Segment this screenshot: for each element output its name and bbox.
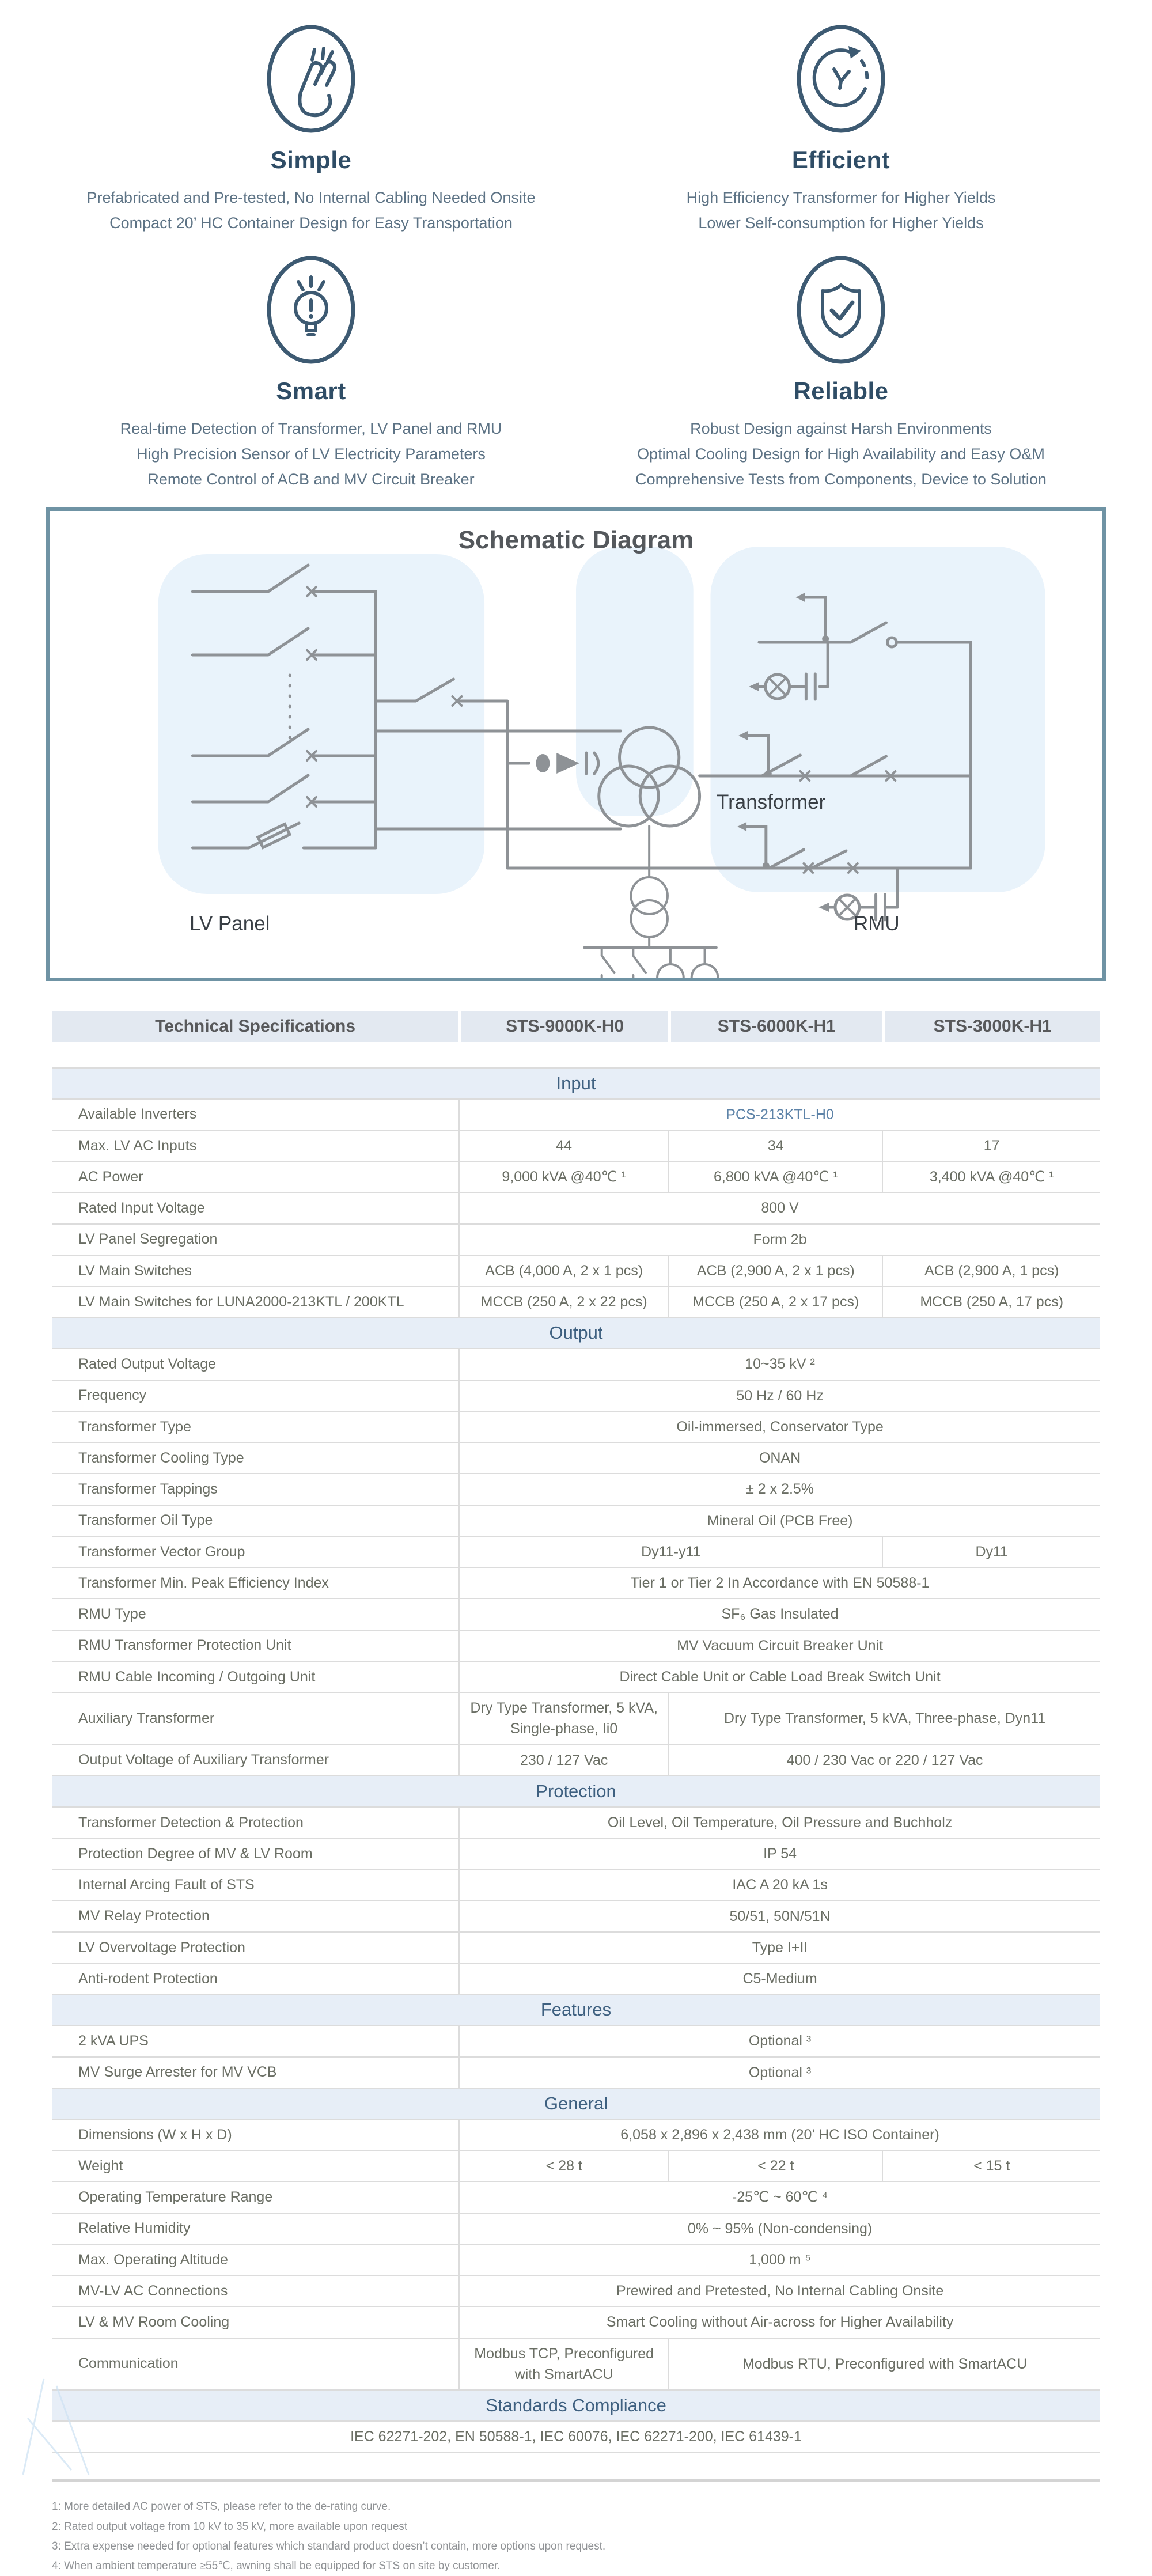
spec-label: LV Main Switches bbox=[78, 1262, 192, 1279]
table-row bbox=[52, 1192, 1100, 1223]
spec-value: IP 54 bbox=[458, 1839, 1100, 1869]
snap-icon bbox=[265, 24, 357, 134]
feature-description bbox=[593, 185, 1089, 236]
spec-value: Modbus RTU, Preconfigured with SmartACU bbox=[668, 2339, 1100, 2390]
feature-description bbox=[63, 185, 559, 236]
schematic-diagram bbox=[46, 507, 1106, 981]
table-row bbox=[52, 1348, 1100, 1379]
feature-efficient bbox=[593, 24, 1089, 236]
feature-grid bbox=[0, 0, 1152, 493]
section-header-output: Output bbox=[52, 1317, 1100, 1348]
schematic-title: Schematic Diagram bbox=[458, 525, 694, 554]
feature-line: Remote Control of ACB and MV Circuit Breaker bbox=[147, 470, 475, 488]
clock-arrow-icon bbox=[795, 24, 887, 134]
table-row bbox=[52, 1744, 1100, 1775]
spec-value: Dry Type Transformer, 5 kVA, Three-phase, Dyn11 bbox=[668, 1693, 1100, 1744]
spec-label: Transformer Tappings bbox=[78, 1481, 218, 1498]
feature-line: High Efficiency Transformer for Higher Yields bbox=[686, 189, 996, 206]
header-model-1: STS-9000K-H0 bbox=[458, 1011, 668, 1042]
spec-value: 50 Hz / 60 Hz bbox=[458, 1381, 1100, 1411]
spec-value: Type I+II bbox=[458, 1933, 1100, 1963]
spec-label: Rated Input Voltage bbox=[78, 1200, 205, 1217]
table-row bbox=[52, 1598, 1100, 1629]
spec-value: SF₆ Gas Insulated bbox=[458, 1599, 1100, 1629]
spec-label: Max. Operating Altitude bbox=[78, 2251, 228, 2268]
table-row bbox=[52, 1380, 1100, 1411]
header-title: Technical Specifications bbox=[155, 1016, 356, 1036]
table-row bbox=[52, 2306, 1100, 2337]
table-row bbox=[52, 1536, 1100, 1567]
spec-value: 400 / 230 Vac or 220 / 127 Vac bbox=[668, 1745, 1100, 1775]
spec-value: PCS-213KTL-H0 bbox=[458, 1100, 1100, 1130]
spec-label: RMU Transformer Protection Unit bbox=[78, 1637, 291, 1654]
spec-label: LV Panel Segregation bbox=[78, 1231, 218, 1248]
spec-label: Transformer Oil Type bbox=[78, 1512, 213, 1529]
spec-value: C5-Medium bbox=[458, 1964, 1100, 1994]
spec-value: 50/51, 50N/51N bbox=[458, 1901, 1100, 1931]
section-header-features: Features bbox=[52, 1994, 1100, 2025]
spec-value: Dry Type Transformer, 5 kVA, Single-phase, Ii0 bbox=[458, 1693, 668, 1744]
spec-label: Protection Degree of MV & LV Room bbox=[78, 1845, 313, 1862]
spec-value: Direct Cable Unit or Cable Load Break Switch Unit bbox=[458, 1662, 1100, 1692]
spec-value: Tier 1 or Tier 2 In Accordance with EN 50588-1 bbox=[458, 1568, 1100, 1598]
feature-line: High Precision Sensor of LV Electricity Parameters bbox=[137, 445, 486, 463]
spec-value: MCCB (250 A, 2 x 22 pcs) bbox=[458, 1287, 668, 1317]
spec-label: MV-LV AC Connections bbox=[78, 2282, 228, 2299]
table-row bbox=[52, 1869, 1100, 1900]
table-row bbox=[52, 1411, 1100, 1442]
spec-label: Transformer Min. Peak Efficiency Index bbox=[78, 1574, 329, 1591]
spec-value: MCCB (250 A, 17 pcs) bbox=[882, 1287, 1100, 1317]
spec-label: Internal Arcing Fault of STS bbox=[78, 1877, 255, 1893]
table-row bbox=[52, 1473, 1100, 1504]
table-row bbox=[52, 1963, 1100, 1994]
shield-check-icon bbox=[795, 255, 887, 365]
table-row bbox=[52, 1098, 1100, 1130]
feature-simple bbox=[63, 24, 559, 236]
spec-label: Communication bbox=[78, 2355, 179, 2372]
spec-label: Max. LV AC Inputs bbox=[78, 1137, 197, 1154]
spec-label: LV Main Switches for LUNA2000-213KTL / 200KTL bbox=[78, 1293, 404, 1310]
spec-value: Prewired and Pretested, No Internal Cabling Onsite bbox=[458, 2276, 1100, 2306]
table-row bbox=[52, 2420, 1100, 2452]
spec-value: Modbus TCP, Preconfigured with SmartACU bbox=[458, 2339, 668, 2390]
section-header-general: General bbox=[52, 2088, 1100, 2119]
spec-value: < 22 t bbox=[668, 2151, 882, 2181]
spec-value: Form 2b bbox=[458, 1225, 1100, 1255]
feature-line: Compact 20’ HC Container Design for Easy Transportation bbox=[109, 214, 513, 232]
table-row bbox=[52, 2119, 1100, 2150]
table-row bbox=[52, 1931, 1100, 1963]
table-row bbox=[52, 2275, 1100, 2306]
table-row bbox=[52, 1286, 1100, 1317]
spec-label: RMU Type bbox=[78, 1606, 146, 1623]
header-model-3: STS-3000K-H1 bbox=[882, 1011, 1100, 1042]
spec-label: MV Surge Arrester for MV VCB bbox=[78, 2064, 277, 2081]
spec-label: Dimensions (W x H x D) bbox=[78, 2126, 232, 2143]
section-header-protection: Protection bbox=[52, 1775, 1100, 1806]
table-row bbox=[52, 2213, 1100, 2244]
footnotes bbox=[52, 2479, 1100, 2576]
footnote-2: 2: Rated output voltage from 10 kV to 35 kV, more available upon request bbox=[52, 2520, 408, 2533]
spec-label: Rated Output Voltage bbox=[78, 1356, 217, 1373]
spec-label: Operating Temperature Range bbox=[78, 2189, 273, 2206]
rmu-label: RMU bbox=[854, 912, 900, 935]
table-row bbox=[52, 1692, 1100, 1744]
feature-reliable bbox=[593, 255, 1089, 492]
spec-value: ACB (2,900 A, 2 x 1 pcs) bbox=[668, 1256, 882, 1286]
table-row bbox=[52, 2338, 1100, 2390]
spec-value: MV Vacuum Circuit Breaker Unit bbox=[458, 1631, 1100, 1661]
table-row bbox=[52, 1806, 1100, 1838]
section-header-standards-compliance: Standards Compliance bbox=[52, 2389, 1100, 2420]
spec-value: 6,058 x 2,896 x 2,438 mm (20’ HC ISO Container) bbox=[458, 2120, 1100, 2150]
table-row bbox=[52, 1567, 1100, 1598]
spec-value: -25℃ ~ 60℃ ⁴ bbox=[458, 2182, 1100, 2212]
spec-label: RMU Cable Incoming / Outgoing Unit bbox=[78, 1668, 316, 1685]
lv-panel-label: LV Panel bbox=[190, 912, 270, 935]
spec-label: LV & MV Room Cooling bbox=[78, 2314, 230, 2331]
table-row bbox=[52, 1223, 1100, 1255]
table-row bbox=[52, 1255, 1100, 1286]
spec-value: Oil-immersed, Conservator Type bbox=[458, 1412, 1100, 1442]
spec-value: IAC A 20 kA 1s bbox=[458, 1870, 1100, 1900]
spec-value: ± 2 x 2.5% bbox=[458, 1474, 1100, 1504]
table-row bbox=[52, 1130, 1100, 1161]
footnote-4: 4: When ambient temperature ≥55℃, awning shall be equipped for STS on site by customer. bbox=[52, 2559, 501, 2572]
spec-value: 0% ~ 95% (Non-condensing) bbox=[458, 2214, 1100, 2244]
spec-label: Auxiliary Transformer bbox=[78, 1710, 215, 1726]
table-row bbox=[52, 2150, 1100, 2181]
spec-label: Relative Humidity bbox=[78, 2220, 191, 2237]
spec-value: 9,000 kVA @40℃ ¹ bbox=[458, 1162, 668, 1192]
spec-value: 6,800 kVA @40℃ ¹ bbox=[668, 1162, 882, 1192]
spec-label: MV Relay Protection bbox=[78, 1908, 210, 1925]
feature-title: Efficient bbox=[791, 146, 890, 173]
header-model-2: STS-6000K-H1 bbox=[668, 1011, 882, 1042]
feature-title: Reliable bbox=[793, 377, 889, 405]
spec-value: ONAN bbox=[458, 1443, 1100, 1473]
feature-line: Optimal Cooling Design for High Availability and Easy O&M bbox=[637, 445, 1045, 463]
spec-value: Dy11 bbox=[882, 1537, 1100, 1567]
table-row bbox=[52, 1900, 1100, 1931]
spec-label: AC Power bbox=[78, 1168, 143, 1185]
table-row bbox=[52, 1161, 1100, 1192]
spec-value: 800 V bbox=[458, 1193, 1100, 1223]
spec-value: IEC 62271-202, EN 50588-1, IEC 60076, IEC 62271-200, IEC 61439-1 bbox=[350, 2429, 802, 2445]
spec-label: 2 kVA UPS bbox=[78, 2033, 149, 2050]
feature-line: Comprehensive Tests from Components, Device to Solution bbox=[635, 470, 1047, 488]
table-row bbox=[52, 2181, 1100, 2212]
spec-value: 34 bbox=[668, 1131, 882, 1161]
feature-description bbox=[63, 416, 559, 492]
footnote-1: 1: More detailed AC power of STS, please refer to the de-rating curve. bbox=[52, 2501, 391, 2513]
spec-label: Transformer Detection & Protection bbox=[78, 1814, 304, 1831]
spec-value: 230 / 127 Vac bbox=[458, 1745, 668, 1775]
table-row bbox=[52, 1661, 1100, 1692]
section-header-input: Input bbox=[52, 1067, 1100, 1098]
table-row bbox=[52, 2244, 1100, 2275]
spec-value: Mineral Oil (PCB Free) bbox=[458, 1506, 1100, 1536]
spec-value: < 28 t bbox=[458, 2151, 668, 2181]
spec-value: Smart Cooling without Air-across for Higher Availability bbox=[458, 2307, 1100, 2337]
feature-line: Prefabricated and Pre-tested, No Internal Cabling Needed Onsite bbox=[86, 189, 536, 206]
spec-value: 3,400 kVA @40℃ ¹ bbox=[882, 1162, 1100, 1192]
spec-value: Oil Level, Oil Temperature, Oil Pressure and Buchholz bbox=[458, 1808, 1100, 1838]
table-row bbox=[52, 1838, 1100, 1869]
transformer-label: Transformer bbox=[717, 790, 826, 813]
table-row bbox=[52, 2025, 1100, 2056]
spec-label: Weight bbox=[78, 2157, 123, 2174]
spec-table-header bbox=[52, 1011, 1100, 1042]
table-row bbox=[52, 1630, 1100, 1661]
spec-label: Transformer Vector Group bbox=[78, 1543, 245, 1560]
table-row bbox=[52, 1505, 1100, 1536]
spec-label: Transformer Cooling Type bbox=[78, 1449, 244, 1466]
spec-label: Available Inverters bbox=[78, 1106, 197, 1123]
feature-line: Lower Self-consumption for Higher Yields bbox=[698, 214, 984, 232]
spec-value: Dy11-y11 bbox=[458, 1537, 882, 1567]
feature-line: Real-time Detection of Transformer, LV Panel and RMU bbox=[120, 420, 502, 438]
spec-value: ACB (2,900 A, 1 pcs) bbox=[882, 1256, 1100, 1286]
spec-value: < 15 t bbox=[882, 2151, 1100, 2181]
footnote-3: 3: Extra expense needed for optional features which standard product doesn’t contain, more options upon request. bbox=[52, 2540, 606, 2552]
spec-value: MCCB (250 A, 2 x 17 pcs) bbox=[668, 1287, 882, 1317]
spec-label: Transformer Type bbox=[78, 1418, 191, 1435]
spec-label: Anti-rodent Protection bbox=[78, 1970, 218, 1987]
spec-value: ACB (4,000 A, 2 x 1 pcs) bbox=[458, 1256, 668, 1286]
spec-value: 10~35 kV ² bbox=[458, 1349, 1100, 1379]
table-row bbox=[52, 2056, 1100, 2088]
decorative-lines bbox=[16, 2378, 200, 2478]
table-row bbox=[52, 1442, 1100, 1473]
lightbulb-icon bbox=[265, 255, 357, 365]
spec-label: LV Overvoltage Protection bbox=[78, 1939, 245, 1956]
feature-title: Smart bbox=[276, 377, 346, 405]
spec-value: 1,000 m ⁵ bbox=[458, 2245, 1100, 2275]
spec-table bbox=[52, 1011, 1100, 2453]
spec-value: 44 bbox=[458, 1131, 668, 1161]
spec-table-body bbox=[52, 1067, 1100, 2453]
spec-value: 17 bbox=[882, 1131, 1100, 1161]
spec-label: Output Voltage of Auxiliary Transformer bbox=[78, 1752, 329, 1768]
feature-line: Robust Design against Harsh Environments bbox=[690, 420, 992, 438]
spec-value: Optional ³ bbox=[458, 2058, 1100, 2088]
feature-description bbox=[593, 416, 1089, 492]
feature-title: Simple bbox=[270, 146, 352, 173]
spec-value: Optional ³ bbox=[458, 2026, 1100, 2056]
feature-smart bbox=[63, 255, 559, 492]
schematic-circuit bbox=[50, 511, 1102, 978]
spec-label: Frequency bbox=[78, 1387, 147, 1404]
